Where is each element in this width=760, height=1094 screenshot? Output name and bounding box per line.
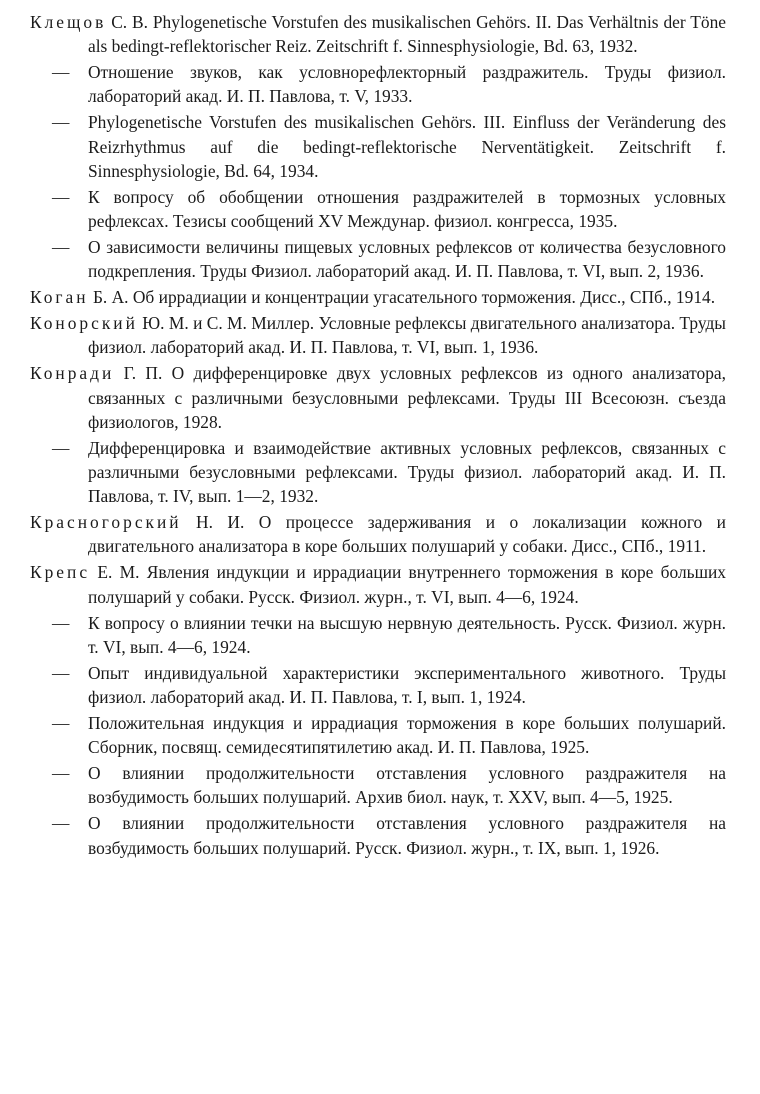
entry-author: Конорский — [30, 313, 138, 334]
bibliography-entry — [30, 361, 726, 434]
repeat-author-dash: — — [52, 763, 70, 784]
entry-text: О влиянии продолжительности отставления условного раздражителя на возбудимость больших полушарий. Русск. Физиол. журн., т. IX, вып. 1, 1926. — [88, 813, 726, 858]
entry-text: Опыт индивидуальной характеристики экспериментального животного. Труды физиол. лабораторий акад. И. П. Павлова, т. I, вып. 1, 1924. — [88, 662, 726, 708]
repeat-author-dash: — — [52, 612, 70, 633]
repeat-author-dash: — — [52, 186, 70, 207]
entry-text: Н. И. О процессе задерживания и о локализации кожного и двигательного анализатора в коре больших полушарий у собаки. Дисс., СПб., 1911. — [88, 512, 726, 557]
entry-text: О зависимости величины пищевых условных рефлексов от количества безусловного подкрепления. Труды Физиол. лабораторий акад. И. П. Павлова, т. VI, вып. 2, 1936. — [88, 237, 726, 282]
entry-text: Е. М. Явления индукции и иррадиации внутреннего торможения в коре больших полушарий у собаки. Русск. Физиол. журн., т. VI, вып. 4—6, 1924. — [88, 562, 726, 607]
bibliography-subentry — [30, 711, 726, 759]
bibliography-entry — [30, 10, 726, 58]
entry-text: Б. А. Об иррадиации и концентрации угасательного торможения. Дисс., СПб., 1914. — [88, 287, 716, 308]
bibliography-entry — [30, 560, 726, 608]
bibliography-subentry — [30, 811, 726, 859]
repeat-author-dash: — — [52, 437, 70, 458]
entry-author: Коган — [30, 287, 89, 308]
bibliography-entry — [30, 510, 726, 558]
bibliography-subentry — [30, 611, 726, 659]
bibliography-subentry — [30, 761, 726, 809]
entry-text: К вопросу об обобщении отношения раздражителей в тормозных условных рефлексах. Тезисы сообщений XV Междунар. физиол. конгресса, 1935. — [88, 186, 726, 232]
entry-author: Крепс — [30, 562, 91, 583]
bibliography-subentry — [30, 436, 726, 509]
entry-text: К вопросу о влиянии течки на высшую нервную деятельность. Русск. Физиол. журн. т. VI, вып. 4—6, 1924. — [88, 612, 726, 657]
repeat-author-dash: — — [52, 662, 70, 683]
entry-text: Дифференцировка и взаимодействие активных условных рефлексов, связанных с различными безусловными рефлексами. Труды физиол. лабораторий акад. И. П. Павлова, т. IV, вып. 1—2, 1932. — [88, 437, 726, 507]
bibliography-page — [30, 10, 726, 862]
bibliography-subentry — [30, 235, 726, 283]
repeat-author-dash: — — [52, 813, 70, 834]
repeat-author-dash: — — [52, 112, 70, 133]
bibliography-subentry — [30, 185, 726, 233]
repeat-author-dash: — — [52, 62, 70, 83]
entry-author: Клещов — [30, 12, 107, 32]
bibliography-subentry — [30, 60, 726, 108]
repeat-author-dash: — — [52, 713, 70, 734]
entry-text: Phylogenetische Vorstufen des musikalischen Gehörs. III. Einfluss der Veränderung des Reizrhythmus auf die bedingt-reflektorische Nerventätigkeit. Zeitschrift f. Sinnesphysiologie, Bd. 64, 1934. — [88, 112, 726, 181]
bibliography-subentry — [30, 661, 726, 709]
entry-text: Г. П. О дифференцировке двух условных рефлексов из одного анализатора, связанных с различными безусловными рефлексами. Труды III Всесоюзн. съезда физиологов, 1928. — [88, 363, 726, 432]
entry-text: С. В. Phylogenetische Vorstufen des musikalischen Gehörs. II. Das Verhältnis der Töne als bedingt-reflektorischer Reiz. Zeitschrift f. Sinnesphysiologie, Bd. 63, 1932. — [88, 12, 726, 57]
entry-author: Конради — [30, 363, 115, 384]
bibliography-entry — [30, 311, 726, 359]
bibliography-subentry — [30, 110, 726, 183]
bibliography-entry — [30, 285, 726, 309]
entry-text: Отношение звуков, как условнорефлекторный раздражитель. Труды физиол. лабораторий акад. И. П. Павлова, т. V, 1933. — [88, 62, 726, 107]
entry-author: Красногорский — [30, 512, 182, 533]
entry-text: О влиянии продолжительности отставления условного раздражителя на возбудимость больших полушарий. Архив биол. наук, т. XXV, вып. 4—5, 1925. — [88, 763, 726, 808]
entry-text: Положительная индукция и иррадиация торможения в коре больших полушарий. Сборник, посвящ. семидесятипятилетию акад. И. П. Павлова, 1925. — [88, 713, 726, 758]
repeat-author-dash: — — [52, 237, 70, 258]
entry-text: Ю. М. и С. М. Миллер. Условные рефлексы двигательного анализатора. Труды физиол. лабораторий акад. И. П. Павлова, т. VI, вып. 1, 1936. — [88, 313, 726, 358]
